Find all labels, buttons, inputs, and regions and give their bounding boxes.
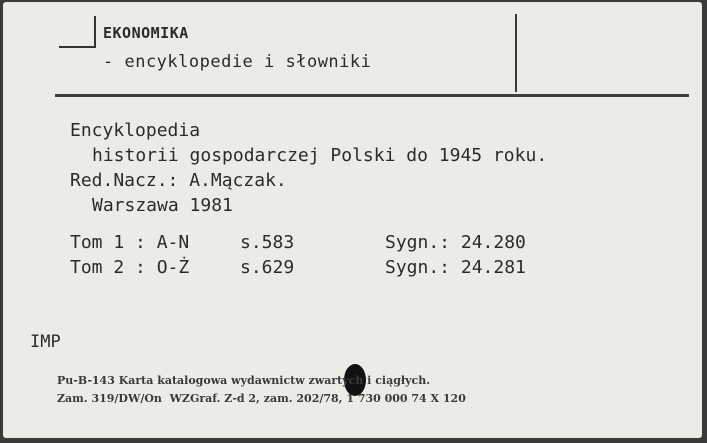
entry-title: Encyklopedia [70,120,201,141]
header-separator [515,14,517,92]
footer-line-1: Pu-B-143 Karta katalogowa wydawnictw zwartych i ciągłych. [57,374,431,387]
subject-heading: EKONOMIKA [103,24,189,42]
entry-place-year: Warszawa 1981 [92,195,233,216]
subject-subheading: - encyklopedie i słowniki [103,52,372,72]
imp-mark: IMP [30,332,61,352]
catalog-card [3,2,702,438]
entry-subtitle: historii gospodarczej Polski do 1945 roku. [92,145,548,166]
entry-editor: Red.Nacz.: A.Mączak. [70,170,287,191]
volume-1-label: Tom 1 : A-N [70,232,190,253]
footer-line-2: Zam. 319/DW/On WZGraf. Z-d 2, zam. 202/78, 1 730 000 74 X 120 [57,392,466,405]
volume-1-pages: s.583 [240,232,295,253]
header-corner-line [59,46,95,48]
volume-2-pages: s.629 [240,257,295,278]
header-vertical-line [94,16,96,48]
volume-1-signature: Sygn.: 24.280 [385,232,526,253]
header-rule [55,94,689,97]
volume-2-label: Tom 2 : O-Ż [70,257,190,278]
volume-2-signature: Sygn.: 24.281 [385,257,526,278]
